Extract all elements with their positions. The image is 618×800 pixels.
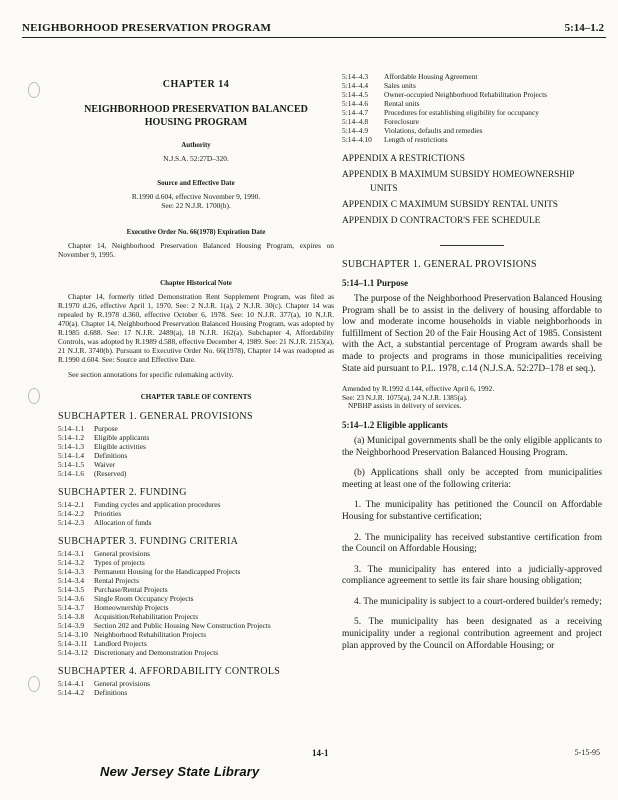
toc-entry [342, 90, 602, 99]
toc-entry-number: 5:14–4.6 [342, 99, 369, 108]
toc-entry-title: Definitions [94, 451, 128, 460]
section-1-1-text: The purpose of the Neighborhood Preservation Balanced Housing Program shall be to assist in the delivery of housing affordable to low and moderate income households in viable neighborhoods in fulfillment of Section 20 of the Fair Housing Act of 1985. Consistent with the Act, a substantial percentage of Program awards shall be made to projects and programs in those municipalities receiving State aid pursuant to P.L. 1978, c.14 (N.J.S.A. 52:27D–178 et seq.). [342, 294, 602, 374]
toc-entry-number: 5:14–4.10 [342, 135, 372, 144]
toc-subchapter-heading: SUBCHAPTER 4. AFFORDABILITY CONTROLS [58, 666, 281, 677]
amendment-line-1: Amended by R.1992 d.144, effective April 6, 1992. [342, 384, 495, 394]
toc-entry-title: Funding cycles and application procedures [94, 500, 221, 509]
toc-entry [58, 442, 334, 451]
toc-entry-number: 5:14–3.5 [58, 585, 85, 594]
toc-entry [58, 612, 334, 621]
toc-entry-number: 5:14–1.2 [58, 433, 85, 442]
running-header-title: NEIGHBORHOOD PRESERVATION PROGRAM [22, 22, 272, 34]
toc-entry-number: 5:14–4.2 [58, 688, 85, 697]
toc-entry-number: 5:14–4.3 [342, 72, 369, 81]
appendix-b-line-2: UNITS [370, 184, 398, 194]
section-1-2-heading: 5:14–1.2 Eligible applicants [342, 419, 448, 430]
toc-entry-title: General provisions [94, 679, 151, 688]
amendment-line-2: See: 23 N.J.R. 1075(a), 24 N.J.R. 1385(a). [342, 392, 468, 402]
toc-entry-title: Allocation of funds [94, 518, 152, 527]
toc-entry-title: Acquisition/Rehabilitation Projects [94, 612, 199, 621]
toc-entry-title: Foreclosure [384, 117, 419, 126]
toc-entry [342, 81, 602, 90]
toc-entry [58, 594, 334, 603]
appendix-a: APPENDIX A RESTRICTIONS [342, 154, 465, 164]
exec-order-heading: Executive Order No. 66(1978) Expiration Date [126, 228, 266, 236]
criterion-2: 2. The municipality has received substantive certification from the Council on Affordable Housing; [342, 532, 602, 555]
criterion-1: 1. The municipality has petitioned the Council on Affordable Housing for substantive certification; [342, 500, 602, 522]
toc-entry-number: 5:14–3.11 [58, 639, 88, 648]
section-divider [440, 245, 504, 246]
toc-entry [342, 72, 602, 81]
toc-right-list [342, 72, 602, 144]
toc-entry-title: (Reserved) [94, 469, 127, 478]
toc-entry-title: Definitions [94, 688, 128, 697]
criterion-3: 3. The municipality has entered into a judicially-approved compliance agreement to settle its fair share housing obligation; [342, 564, 602, 587]
toc-entry [342, 117, 602, 126]
toc-entry [58, 424, 334, 433]
toc-entry-title: Permanent Housing for the Handicapped Projects [94, 567, 241, 576]
toc-entry-number: 5:14–2.3 [58, 518, 85, 527]
toc-entry-title: Waiver [94, 460, 116, 469]
toc-entry-title: Priorities [94, 509, 122, 518]
toc-entry-number: 5:14–3.10 [58, 630, 88, 639]
punch-hole-mark [28, 676, 40, 692]
revision-date: 5-15-95 [574, 748, 600, 757]
toc-heading: CHAPTER TABLE OF CONTENTS [140, 393, 252, 401]
toc-entry-title: Purchase/Rental Projects [94, 585, 168, 594]
toc-entry-number: 5:14–1.3 [58, 442, 85, 451]
history-text: Chapter 14, formerly titled Demonstration Rent Supplement Program, was filed as R.1970 d.26, effective April 1, 1970. See: 2 N.J.R. 1(a), 2 N.J.R. 30(c). Chapter 14 was repealed by R.1978 d.360, effective October 6, 1978. See: 10 N.J.R. 377(a), 10 N.J.R. 470(a). Chapter 14, Neighborhood Preservation Balanced Housing Program, was adopted by R.1985 d.688. See: 17 N.J.R. 2489(a), 18 N.J.R. 162(a). Subchapter 4, Affordability Controls, was adopted by R.1989 d.588, effective December 4, 1989. See: 21 N.J.R. 2153(a), 21 N.J.R. 3740(b). Pursuant to Executive Order No. 66(1978), Chapter 14 was readopted as R.1990 d.604. See: Source and Effective Date. [58, 292, 334, 364]
toc-entry-number: 5:14–1.6 [58, 469, 85, 478]
toc-entry [58, 509, 334, 518]
subsection-b: (b) Applications shall only be accepted from municipalities meeting at least one of the following criteria: [342, 468, 602, 490]
appendix-b-line-1: APPENDIX B MAXIMUM SUBSIDY HOMEOWNERSHIP [342, 170, 575, 180]
toc-entry [58, 500, 334, 509]
page-number: 14-1 [312, 748, 329, 758]
toc-entry-number: 5:14–3.2 [58, 558, 85, 567]
header-rule [22, 37, 606, 38]
library-stamp: New Jersey State Library [100, 764, 260, 779]
toc-subchapter-heading: SUBCHAPTER 1. GENERAL PROVISIONS [58, 411, 253, 422]
toc-entry [58, 469, 334, 478]
section-1-1-heading: 5:14–1.1 Purpose [342, 278, 408, 288]
toc-entry-number: 5:14–3.4 [58, 576, 85, 585]
toc-entry-number: 5:14–2.2 [58, 509, 85, 518]
toc-entry-number: 5:14–3.1 [58, 549, 85, 558]
toc-entry-title: Section 202 and Public Housing New Construction Projects [94, 621, 271, 630]
right-column [342, 72, 602, 661]
exec-order-text: Chapter 14, Neighborhood Preservation Balanced Housing Program, expires on November 9, 1995. [58, 241, 334, 259]
punch-hole-mark [28, 82, 40, 98]
toc-entry [58, 518, 334, 527]
toc-left-list [58, 412, 334, 697]
toc-entry-title: Eligible applicants [94, 433, 150, 442]
toc-entry-title: Sales units [384, 81, 416, 90]
toc-entry-number: 5:14–1.5 [58, 460, 85, 469]
toc-entry-title: Purpose [94, 424, 118, 433]
toc-entry-number: 5:14–4.9 [342, 126, 369, 135]
toc-subchapter-heading: SUBCHAPTER 2. FUNDING [58, 487, 187, 498]
toc-entry-title: Affordable Housing Agreement [384, 72, 478, 81]
running-header-section: 5:14–1.2 [564, 22, 604, 34]
toc-entry [58, 433, 334, 442]
authority-heading: Authority [181, 141, 211, 149]
toc-entry-title: Discretionary and Demonstration Projects [94, 648, 219, 657]
toc-subchapter-heading: SUBCHAPTER 3. FUNDING CRITERIA [58, 536, 239, 547]
toc-entry-title: Owner-occupied Neighborhood Rehabilitation Projects [384, 90, 548, 99]
toc-entry-title: Single Room Occupancy Projects [94, 594, 194, 603]
toc-entry-title: Homeownership Projects [94, 603, 169, 612]
toc-entry [58, 621, 334, 630]
left-column [58, 60, 334, 697]
toc-entry [58, 648, 334, 657]
chapter-title: CHAPTER 14 [162, 79, 230, 90]
toc-entry-title: Types of projects [94, 558, 145, 567]
toc-entry-title: General provisions [94, 549, 151, 558]
toc-entry-number: 5:14–1.1 [58, 424, 85, 433]
toc-entry [58, 603, 334, 612]
toc-entry [342, 126, 602, 135]
toc-entry-number: 5:14–2.1 [58, 500, 85, 509]
authority-text: N.J.S.A. 52:27D–320. [163, 154, 229, 163]
toc-entry [342, 135, 602, 144]
toc-entry [58, 567, 334, 576]
source-text-1: R.1990 d.604, effective November 9, 1990. [131, 192, 261, 201]
toc-entry [58, 639, 334, 648]
appendix-d: APPENDIX D CONTRACTOR'S FEE SCHEDULE [342, 216, 541, 226]
toc-entry-title: Eligible activities [94, 442, 146, 451]
toc-entry [58, 549, 334, 558]
toc-entry-number: 5:14–4.5 [342, 90, 369, 99]
toc-entry-title: Violations, defaults and remedies [384, 126, 483, 135]
toc-entry-number: 5:14–4.4 [342, 81, 369, 90]
toc-entry [58, 576, 334, 585]
toc-entry [58, 460, 334, 469]
toc-entry-number: 5:14–3.8 [58, 612, 85, 621]
toc-entry-title: Landlord Projects [94, 639, 147, 648]
toc-entry-title: Rental units [384, 99, 420, 108]
toc-entry-number: 5:14–4.1 [58, 679, 85, 688]
source-text-2: See: 22 N.J.R. 1700(b). [161, 201, 231, 210]
subsection-a: (a) Municipal governments shall be the only eligible applicants to the Neighborhood Preservation Balanced Housing Program. [342, 435, 602, 458]
punch-hole-mark [28, 388, 40, 404]
toc-entry-number: 5:14–1.4 [58, 451, 85, 460]
toc-entry [58, 679, 334, 688]
toc-entry [342, 99, 602, 108]
toc-entry [58, 630, 334, 639]
toc-entry-title: Rental Projects [94, 576, 139, 585]
toc-entry-number: 5:14–3.9 [58, 621, 85, 630]
chapter-name: NEIGHBORHOOD PRESERVATION BALANCED HOUSING PROGRAM [84, 104, 308, 128]
toc-entry-number: 5:14–4.8 [342, 117, 369, 126]
toc-entry-title: Length of restrictions [384, 135, 448, 144]
appendix-c: APPENDIX C MAXIMUM SUBSIDY RENTAL UNITS [342, 200, 559, 210]
toc-entry-number: 5:14–4.7 [342, 108, 369, 117]
criterion-5: 5. The municipality has been designated as a receiving municipality under a regional contribution agreement and project plan approved by the Council on Affordable Housing; or [342, 617, 602, 651]
toc-entry-title: Procedures for establishing eligibility for occupancy [384, 108, 539, 117]
toc-entry [58, 558, 334, 567]
toc-entry [58, 451, 334, 460]
see-section-note: See section annotations for specific rulemaking activity. [68, 370, 234, 379]
toc-entry [58, 688, 334, 697]
subchapter-1-heading: SUBCHAPTER 1. GENERAL PROVISIONS [342, 259, 537, 270]
toc-entry-number: 5:14–3.6 [58, 594, 85, 603]
appendix-b [342, 170, 602, 181]
toc-entry-number: 5:14–3.7 [58, 603, 85, 612]
amendment-note [342, 385, 602, 411]
source-heading: Source and Effective Date [157, 179, 235, 187]
toc-entry-title: Neighborhood Rehabilitation Projects [94, 630, 207, 639]
history-heading: Chapter Historical Note [160, 279, 232, 287]
amendment-line-3: NPBHP assists in delivery of services. [348, 401, 462, 411]
criterion-4: 4. The municipality is subject to a court-ordered builder's remedy; [354, 596, 602, 607]
toc-entry-number: 5:14–3.12 [58, 648, 88, 657]
toc-entry-number: 5:14–3.3 [58, 567, 85, 576]
toc-entry [58, 585, 334, 594]
toc-entry [342, 108, 602, 117]
